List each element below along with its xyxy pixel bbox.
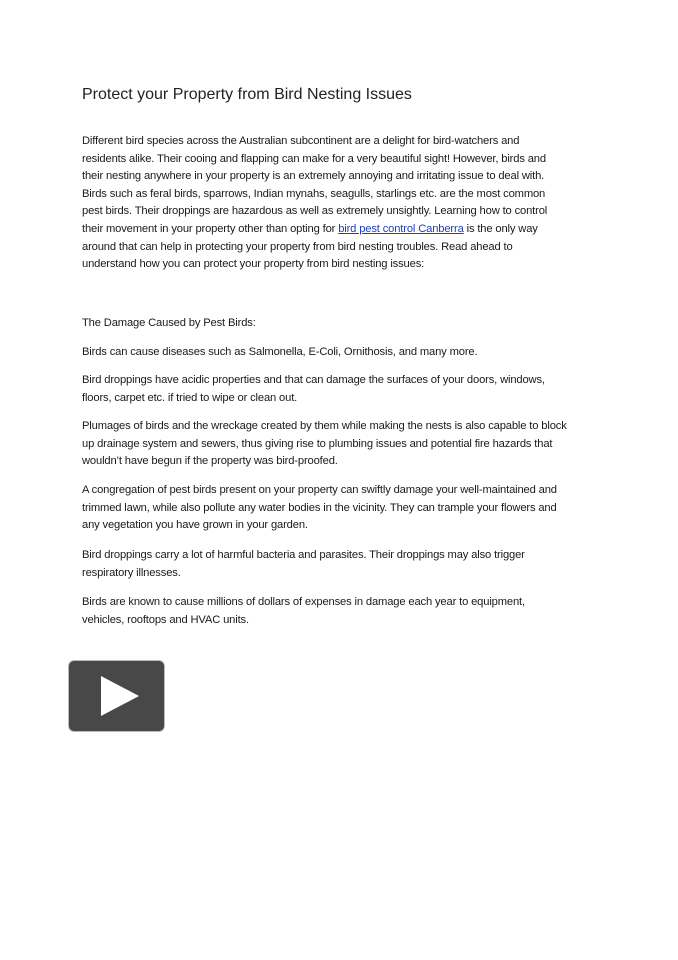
paragraph-diseases bbox=[82, 344, 612, 362]
text-line: Bird droppings have acidic properties and that can damage the surfaces of your doors, windows, bbox=[82, 374, 545, 386]
text-line: Birds such as feral birds, sparrows, Indian mynahs, seagulls, starlings etc. are the most common bbox=[82, 187, 546, 200]
text-segment: their movement in your property other than opting for bbox=[82, 222, 339, 235]
section-heading: The Damage Caused by Pest Birds: bbox=[82, 317, 256, 329]
text-line: trimmed lawn, while also pollute any water bodies in the vicinity. They can trample your flowers and bbox=[82, 501, 557, 514]
text-line: around that can help in protecting your property from bird nesting troubles. Read ahead to bbox=[82, 240, 513, 253]
text-line: vehicles, rooftops and HVAC units. bbox=[82, 613, 249, 626]
text-line: wouldn’t have begun if the property was bird-proofed. bbox=[82, 455, 338, 468]
text-line: Birds can cause diseases such as Salmonella, E-Coli, Ornithosis, and many more. bbox=[82, 346, 478, 358]
paragraph-bacteria bbox=[82, 547, 612, 582]
text-line: Different bird species across the Australian subcontinent are a delight for bird-watchers and bbox=[82, 135, 520, 147]
text-segment: is the only way bbox=[463, 222, 538, 235]
text-line: A congregation of pest birds present on your property can swiftly damage your well-maintained and bbox=[82, 484, 557, 496]
play-icon bbox=[101, 676, 139, 716]
text-line: pest birds. Their droppings are hazardous as well as extremely unsightly. Learning how to control bbox=[82, 205, 548, 218]
text-line bbox=[82, 221, 612, 239]
play-button[interactable] bbox=[68, 660, 165, 732]
bird-pest-control-link[interactable]: bird pest control Canberra bbox=[338, 222, 464, 235]
text-line: their nesting anywhere in your property is an extremely annoying and irritating issue to deal with. bbox=[82, 170, 545, 183]
text-line: Bird droppings carry a lot of harmful bacteria and parasites. Their droppings may also trigger bbox=[82, 549, 525, 561]
paragraph-plumages bbox=[82, 418, 612, 471]
text-line: up drainage system and sewers, thus giving rise to plumbing issues and potential fire hazards that bbox=[82, 437, 553, 450]
intro-paragraph bbox=[82, 133, 612, 274]
text-line: floors, carpet etc. if tried to wipe or clean out. bbox=[82, 391, 298, 404]
paragraph-expenses bbox=[82, 594, 612, 629]
text-line: Plumages of birds and the wreckage created by them while making the nests is also capable to block bbox=[82, 420, 567, 432]
text-line: understand how you can protect your property from bird nesting issues: bbox=[82, 258, 425, 271]
text-line: residents alike. Their cooing and flapping can make for a very beautiful sight! However, birds and bbox=[82, 152, 546, 165]
paragraph-droppings-surfaces bbox=[82, 372, 612, 407]
page-title: Protect your Property from Bird Nesting Issues bbox=[82, 86, 412, 103]
text-line: any vegetation you have grown in your garden. bbox=[82, 519, 308, 532]
text-line: Birds are known to cause millions of dollars of expenses in damage each year to equipment, bbox=[82, 596, 525, 608]
paragraph-lawn bbox=[82, 482, 612, 535]
text-line: respiratory illnesses. bbox=[82, 566, 181, 579]
